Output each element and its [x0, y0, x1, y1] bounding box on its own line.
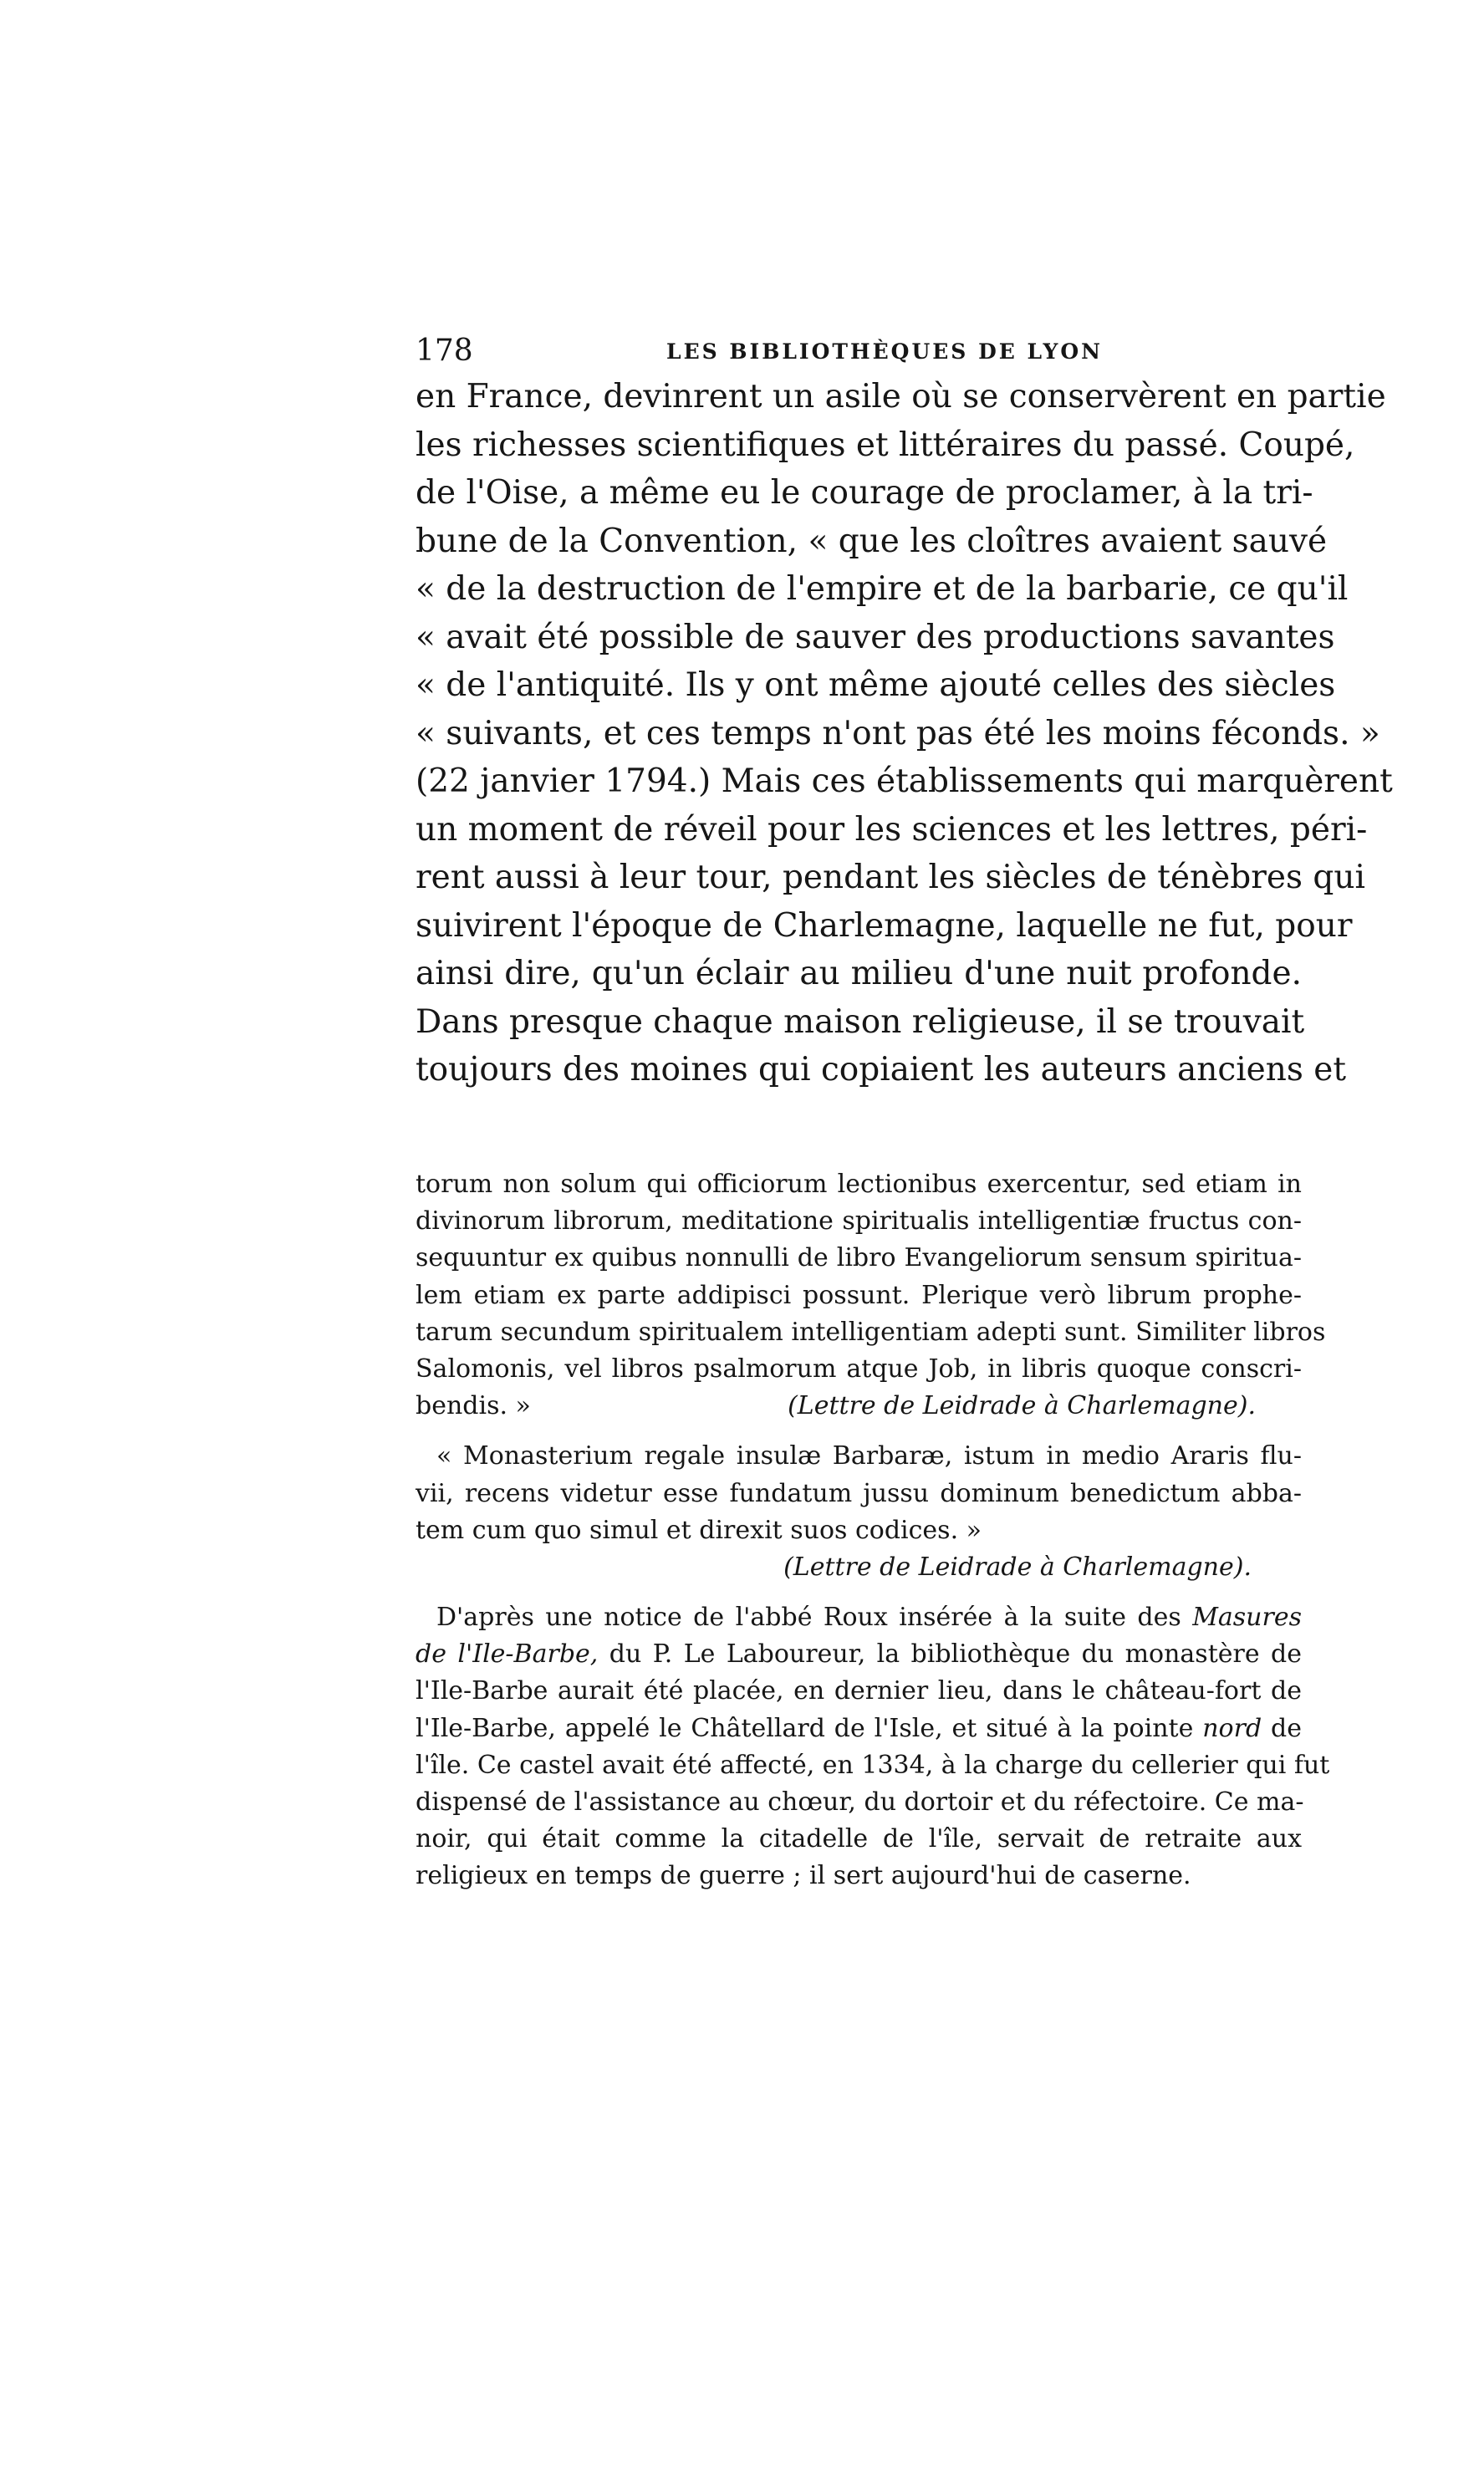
page-header	[416, 333, 1302, 375]
note-separator	[416, 1425, 1302, 1438]
footnote-line: lem etiam ex parte addipisci possunt. Plerique verò librum prophe-	[416, 1280, 1302, 1310]
footnote-line: Salomonis, vel libros psalmorum atque Job, in libris quoque conscri-	[416, 1354, 1302, 1384]
running-head: LES BIBLIOTHÈQUES DE LYON	[666, 339, 1103, 364]
text-line: « de la destruction de l'empire et de la barbarie, ce qu'il	[416, 570, 1349, 608]
footnote-line: religieux en temps de guerre ; il sert aujourd'hui de caserne.	[416, 1861, 1191, 1891]
text-line: « avait été possible de sauver des productions savantes	[416, 618, 1335, 656]
footnote-last-line: bendis. »	[416, 1391, 531, 1421]
footnotes	[416, 1166, 1330, 1895]
footnote-leidrade-1	[416, 1166, 1326, 1425]
text-line: un moment de réveil pour les sciences et les lettres, péri-	[416, 810, 1368, 849]
footnote-text: l'Ile-Barbe, appelé le Châtellard de l'Isle, et situé à la pointe	[416, 1713, 1203, 1743]
footnote-text: D'après une notice de l'abbé Roux insérée à la suite des	[436, 1603, 1193, 1633]
footnote-line: vii, recens videtur esse fundatum jussu dominum benedictum abba-	[416, 1478, 1302, 1508]
footnote-ile-barbe	[416, 1599, 1330, 1895]
footnote-line: l'Ile-Barbe aurait été placée, en dernier lieu, dans le château-fort de	[416, 1676, 1302, 1706]
text-line: de l'Oise, a même eu le courage de proclamer, à la tri-	[416, 474, 1313, 512]
note-separator	[416, 1586, 1302, 1599]
footnote-line	[416, 1599, 1302, 1636]
footnote-line: « Monasterium regale insulæ Barbaræ, istum in medio Araris flu-	[436, 1441, 1302, 1471]
text-line: les richesses scientifiques et littéraires du passé. Coupé,	[416, 426, 1355, 464]
footnote-line: dispensé de l'assistance au chœur, du dortoir et du réfectoire. Ce ma-	[416, 1787, 1304, 1817]
footnote-line: noir, qui était comme la citadelle de l'île, servait de retraite aux	[416, 1824, 1302, 1854]
main-text	[416, 373, 1393, 1094]
text-line: toujours des moines qui copiaient les auteurs anciens et	[416, 1051, 1347, 1089]
footnote-text: de	[1262, 1713, 1302, 1743]
footnote-line: divinorum librorum, meditatione spiritualis intelligentiæ fructus con-	[416, 1206, 1302, 1236]
book-title-ile-barbe: de l'Ile-Barbe,	[416, 1639, 599, 1670]
text-line: « de l'antiquité. Ils y ont même ajouté celles des siècles	[416, 666, 1336, 704]
text-line: suivirent l'époque de Charlemagne, laquelle ne fut, pour	[416, 906, 1353, 945]
footnote-last-line: tem cum quo simul et direxit suos codices. »	[416, 1515, 982, 1545]
footnote-attribution: (Lettre de Leidrade à Charlemagne).	[783, 1552, 1252, 1582]
footnote-text: du P. Le Laboureur, la bibliothèque du monastère de	[598, 1639, 1302, 1670]
text-line: « suivants, et ces temps n'ont pas été les moins féconds. »	[416, 714, 1380, 752]
footnote-line	[416, 1636, 1302, 1673]
footnote-line	[416, 1711, 1302, 1747]
text-line: (22 janvier 1794.) Mais ces établissements qui marquèrent	[416, 762, 1393, 800]
footnote-attribution: (Lettre de Leidrade à Charlemagne).	[788, 1391, 1256, 1421]
footnote-line: sequuntur ex quibus nonnulli de libro Evangeliorum sensum spiritua-	[416, 1243, 1302, 1273]
text-line: ainsi dire, qu'un éclair au milieu d'une nuit profonde.	[416, 955, 1302, 992]
text-line: rent aussi à leur tour, pendant les siècles de ténèbres qui	[416, 859, 1365, 896]
footnote-leidrade-2	[416, 1438, 1302, 1586]
footnote-line: tarum secundum spiritualem intelligentiam adepti sunt. Similiter libros	[416, 1317, 1326, 1347]
text-line: en France, devinrent un asile où se conservèrent en partie	[416, 378, 1386, 416]
italic-word: nord	[1202, 1713, 1262, 1743]
page-number: 178	[416, 334, 473, 368]
book-title-masures: Masures	[1192, 1603, 1302, 1633]
footnote-line	[416, 1388, 1302, 1425]
text-line: Dans presque chaque maison religieuse, il se trouvait	[416, 1002, 1305, 1041]
footnote-line: l'île. Ce castel avait été affecté, en 1334, à la charge du cellerier qui fut	[416, 1750, 1330, 1780]
footnote-line: torum non solum qui officiorum lectionibus exercentur, sed etiam in	[416, 1170, 1302, 1199]
text-line: bune de la Convention, « que les cloîtres avaient sauvé	[416, 522, 1328, 560]
